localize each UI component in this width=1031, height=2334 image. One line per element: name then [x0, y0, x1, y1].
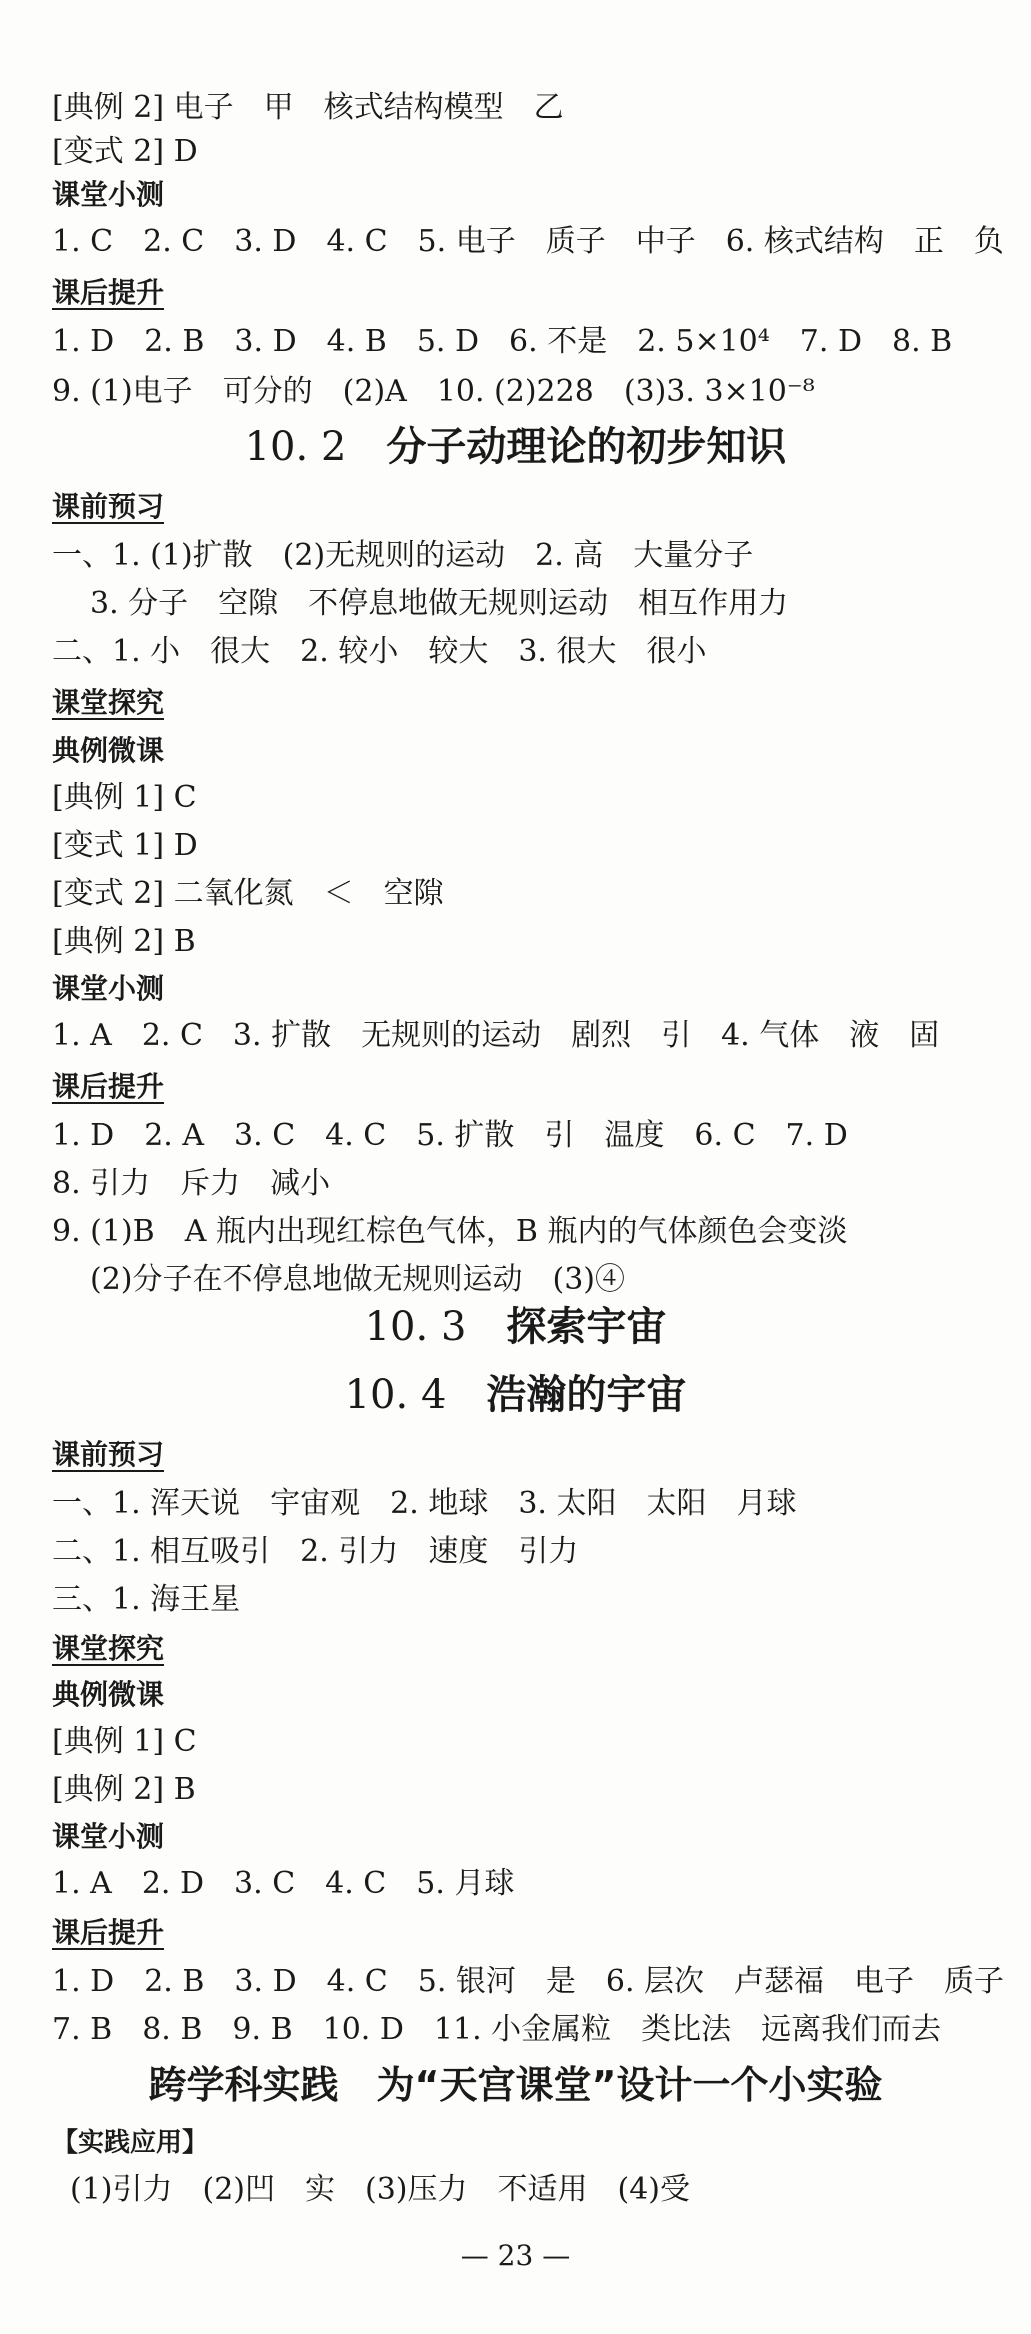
section-heading: 课堂小测: [52, 1820, 165, 1853]
section-heading: 课后提升: [52, 276, 165, 309]
section-number: 10. 2: [244, 424, 347, 470]
answer-line: 一、1. 浑天说 宇宙观 2. 地球 3. 太阳 太阳 月球: [52, 1486, 797, 1521]
answer-line: 9. (1)电子 可分的 (2)A 10. (2)228 (3)3. 3×10⁻⁸: [52, 374, 815, 409]
answer-line: (2)分子在不停息地做无规则运动 (3)④: [90, 1262, 625, 1297]
section-heading: 课后提升: [52, 1916, 165, 1949]
section-title: [0, 420, 1031, 474]
section-heading: 课堂探究: [52, 1632, 165, 1665]
section-number: 10. 4: [344, 1372, 447, 1418]
section-heading: 典例微课: [52, 734, 165, 767]
section-heading: 课前预习: [52, 490, 165, 523]
answer-line: (1)引力 (2)凹 实 (3)压力 不适用 (4)受: [70, 2172, 690, 2207]
answer-line: 7. B 8. B 9. B 10. D 11. 小金属粒 类比法 远离我们而去: [52, 2012, 942, 2047]
answer-line: 二、1. 相互吸引 2. 引力 速度 引力: [52, 1534, 579, 1569]
section-title-text: 分子动理论的初步知识: [386, 424, 787, 470]
answer-line: 8. 引力 斥力 减小: [52, 1166, 331, 1201]
section-number: 10. 3: [364, 1304, 467, 1350]
section-title: [0, 1368, 1031, 1422]
answer-line: 1. C 2. C 3. D 4. C 5. 电子 质子 中子 6. 核式结构 正 负: [52, 224, 1004, 259]
answer-line: 9. (1)B A 瓶内出现红棕色气体，B 瓶内的气体颜色会变淡: [52, 1214, 848, 1249]
answer-line: 二、1. 小 很大 2. 较小 较大 3. 很大 很小: [52, 634, 707, 669]
section-heading: 课堂小测: [52, 972, 165, 1005]
section-title: 跨学科实践 为“天宫课堂”设计一个小实验: [148, 2063, 883, 2107]
section-title-text: 探索宇宙: [506, 1304, 667, 1350]
section-heading: 课前预习: [52, 1438, 165, 1471]
answer-line: 1. D 2. A 3. C 4. C 5. 扩散 引 温度 6. C 7. D: [52, 1118, 848, 1153]
answer-line: [典例 1] C: [52, 780, 197, 815]
answer-line: 1. D 2. B 3. D 4. B 5. D 6. 不是 2. 5×10⁴ 7. D 8. B: [52, 324, 953, 359]
answer-line: 一、1. (1)扩散 (2)无规则的运动 2. 高 大量分子: [52, 538, 754, 573]
page-number: — 23 —: [460, 2239, 571, 2272]
answer-line: 三、1. 海王星: [52, 1582, 241, 1617]
section-heading: 课后提升: [52, 1070, 165, 1103]
answer-line: 1. A 2. D 3. C 4. C 5. 月球: [52, 1866, 515, 1901]
answer-line: [变式 2] 二氧化氮 ＜ 空隙: [52, 876, 444, 911]
answer-line: 3. 分子 空隙 不停息地做无规则运动 相互作用力: [90, 586, 789, 621]
section-title-text: 浩瀚的宇宙: [486, 1372, 687, 1418]
answer-line: 1. D 2. B 3. D 4. C 5. 银河 是 6. 层次 卢瑟福 电子 质子: [52, 1964, 1005, 1999]
section-heading: 典例微课: [52, 1678, 165, 1711]
answer-line: [变式 1] D: [52, 828, 198, 863]
answer-line: [典例 1] C: [52, 1724, 197, 1759]
section-title: [0, 1300, 1031, 1354]
answer-line: [典例 2] B: [52, 924, 196, 959]
section-heading: 【实践应用】: [52, 2128, 209, 2158]
answer-line: [典例 2] B: [52, 1772, 196, 1807]
section-heading: 课堂探究: [52, 686, 165, 719]
answer-line: [变式 2] D: [52, 134, 198, 169]
section-heading: 课堂小测: [52, 178, 165, 211]
answer-line: 1. A 2. C 3. 扩散 无规则的运动 剧烈 引 4. 气体 液 固: [52, 1018, 940, 1053]
answer-line: [典例 2] 电子 甲 核式结构模型 乙: [52, 90, 564, 125]
